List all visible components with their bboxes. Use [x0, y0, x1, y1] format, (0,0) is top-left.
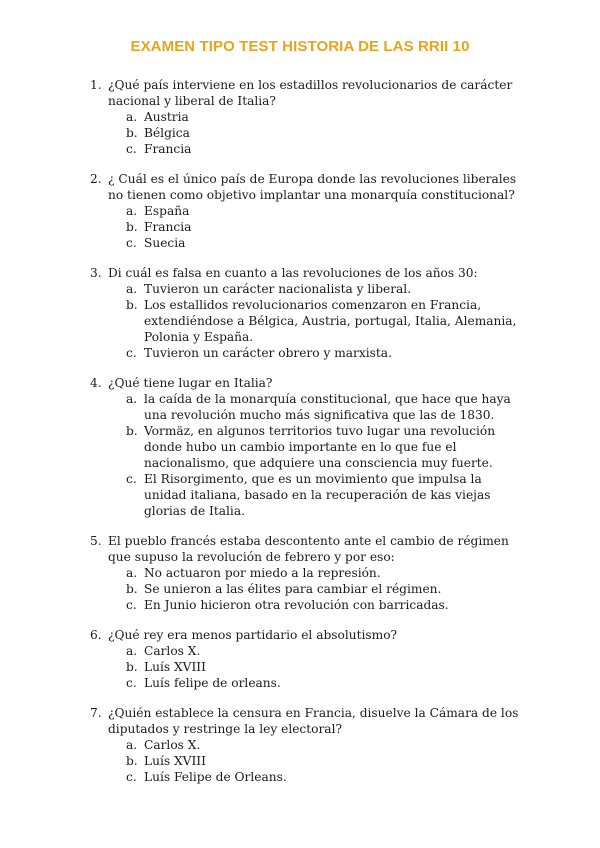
- question-text: El pueblo francés estaba descontento ante el cambio de régimen que supuso la revolución de febrero y por eso:: [108, 534, 509, 564]
- option-letter: a.: [126, 392, 138, 406]
- option-text: En Junio hicieron otra revolución con barricadas.: [144, 598, 449, 612]
- option-letter: b.: [126, 126, 138, 140]
- option-text: España: [144, 204, 190, 218]
- option-text: Francia: [144, 142, 192, 156]
- options-list: [108, 391, 520, 519]
- option-text: El Risorgimento, que es un movimiento que impulsa la unidad italiana, basado en la recuperación de kas viejas glorias de Italia.: [144, 472, 491, 518]
- question-5: [80, 533, 520, 613]
- option-a: [108, 643, 520, 659]
- option-text: Austria: [144, 110, 189, 124]
- option-letter: c.: [126, 236, 137, 250]
- option-text: Los estallidos revolucionarios comenzaron en Francia, extendiéndose a Bélgica, Austria, portugal, Italia, Alemania, Polonia y España.: [144, 298, 517, 344]
- option-text: Luís XVIII: [144, 660, 206, 674]
- question-2: [80, 171, 520, 251]
- option-letter: c.: [126, 472, 137, 486]
- question-number: 4.: [90, 376, 102, 390]
- option-letter: a.: [126, 110, 138, 124]
- option-text: Carlos X.: [144, 644, 201, 658]
- option-text: Luís XVIII: [144, 754, 206, 768]
- option-letter: a.: [126, 204, 138, 218]
- option-b: [108, 297, 520, 345]
- option-b: [108, 219, 520, 235]
- option-letter: a.: [126, 282, 138, 296]
- option-text: Se unieron a las élites para cambiar el régimen.: [144, 582, 442, 596]
- option-text: Suecia: [144, 236, 186, 250]
- options-list: [108, 203, 520, 251]
- option-c: [108, 769, 520, 785]
- option-b: [108, 125, 520, 141]
- options-list: [108, 109, 520, 157]
- question-text: ¿Qué tiene lugar en Italia?: [108, 376, 273, 390]
- option-letter: b.: [126, 424, 138, 438]
- option-letter: b.: [126, 754, 138, 768]
- question-4: [80, 375, 520, 519]
- question-6: [80, 627, 520, 691]
- question-number: 6.: [90, 628, 102, 642]
- option-c: [108, 235, 520, 251]
- option-b: [108, 423, 520, 471]
- option-b: [108, 753, 520, 769]
- question-text: Di cuál es falsa en cuanto a las revoluciones de los años 30:: [108, 266, 478, 280]
- option-a: [108, 391, 520, 423]
- question-number: 2.: [90, 172, 102, 186]
- option-text: Francia: [144, 220, 192, 234]
- question-number: 5.: [90, 534, 102, 548]
- option-letter: a.: [126, 644, 138, 658]
- option-c: [108, 345, 520, 361]
- options-list: [108, 565, 520, 613]
- option-text: Tuvieron un carácter nacionalista y liberal.: [144, 282, 412, 296]
- option-text: Carlos X.: [144, 738, 201, 752]
- option-letter: c.: [126, 770, 137, 784]
- question-3: [80, 265, 520, 361]
- question-1: [80, 77, 520, 157]
- options-list: [108, 281, 520, 361]
- option-c: [108, 597, 520, 613]
- option-c: [108, 675, 520, 691]
- option-letter: a.: [126, 738, 138, 752]
- question-7: [80, 705, 520, 785]
- option-letter: c.: [126, 676, 137, 690]
- option-text: Luís Felipe de Orleans.: [144, 770, 287, 784]
- option-c: [108, 141, 520, 157]
- option-a: [108, 565, 520, 581]
- question-text: ¿Quién establece la censura en Francia, disuelve la Cámara de los diputados y restringe la ley electoral?: [108, 706, 519, 736]
- option-c: [108, 471, 520, 519]
- option-letter: c.: [126, 598, 137, 612]
- option-a: [108, 281, 520, 297]
- question-number: 3.: [90, 266, 102, 280]
- options-list: [108, 643, 520, 691]
- question-text: ¿Qué país interviene en los estadillos revolucionarios de carácter nacional y liberal de Italia?: [108, 78, 513, 108]
- option-b: [108, 659, 520, 675]
- question-number: 7.: [90, 706, 102, 720]
- option-a: [108, 737, 520, 753]
- option-letter: b.: [126, 220, 138, 234]
- option-text: No actuaron por miedo a la represión.: [144, 566, 381, 580]
- question-text: ¿Qué rey era menos partidario el absolutismo?: [108, 628, 398, 642]
- option-letter: c.: [126, 142, 137, 156]
- document-title: EXAMEN TIPO TEST HISTORIA DE LAS RRII 10: [130, 38, 470, 55]
- option-letter: b.: [126, 582, 138, 596]
- option-text: Bélgica: [144, 126, 190, 140]
- option-b: [108, 581, 520, 597]
- question-number: 1.: [90, 78, 102, 92]
- option-text: Tuvieron un carácter obrero y marxista.: [144, 346, 392, 360]
- option-text: la caída de la monarquía constitucional, que hace que haya una revolución mucho más significativa que las de 1830.: [144, 392, 511, 422]
- option-letter: c.: [126, 346, 137, 360]
- option-a: [108, 203, 520, 219]
- question-text: ¿ Cuál es el único país de Europa donde las revoluciones liberales no tienen como objetivo implantar una monarquía constitucional?: [108, 172, 517, 202]
- option-letter: a.: [126, 566, 138, 580]
- option-text: Vormäz, en algunos territorios tuvo lugar una revolución donde hubo un cambio importante en lo que fue el nacionalismo, que adquiere una consciencia muy fuerte.: [144, 424, 496, 470]
- option-text: Luís felipe de orleans.: [144, 676, 281, 690]
- options-list: [108, 737, 520, 785]
- option-a: [108, 109, 520, 125]
- option-letter: b.: [126, 660, 138, 674]
- option-letter: b.: [126, 298, 138, 312]
